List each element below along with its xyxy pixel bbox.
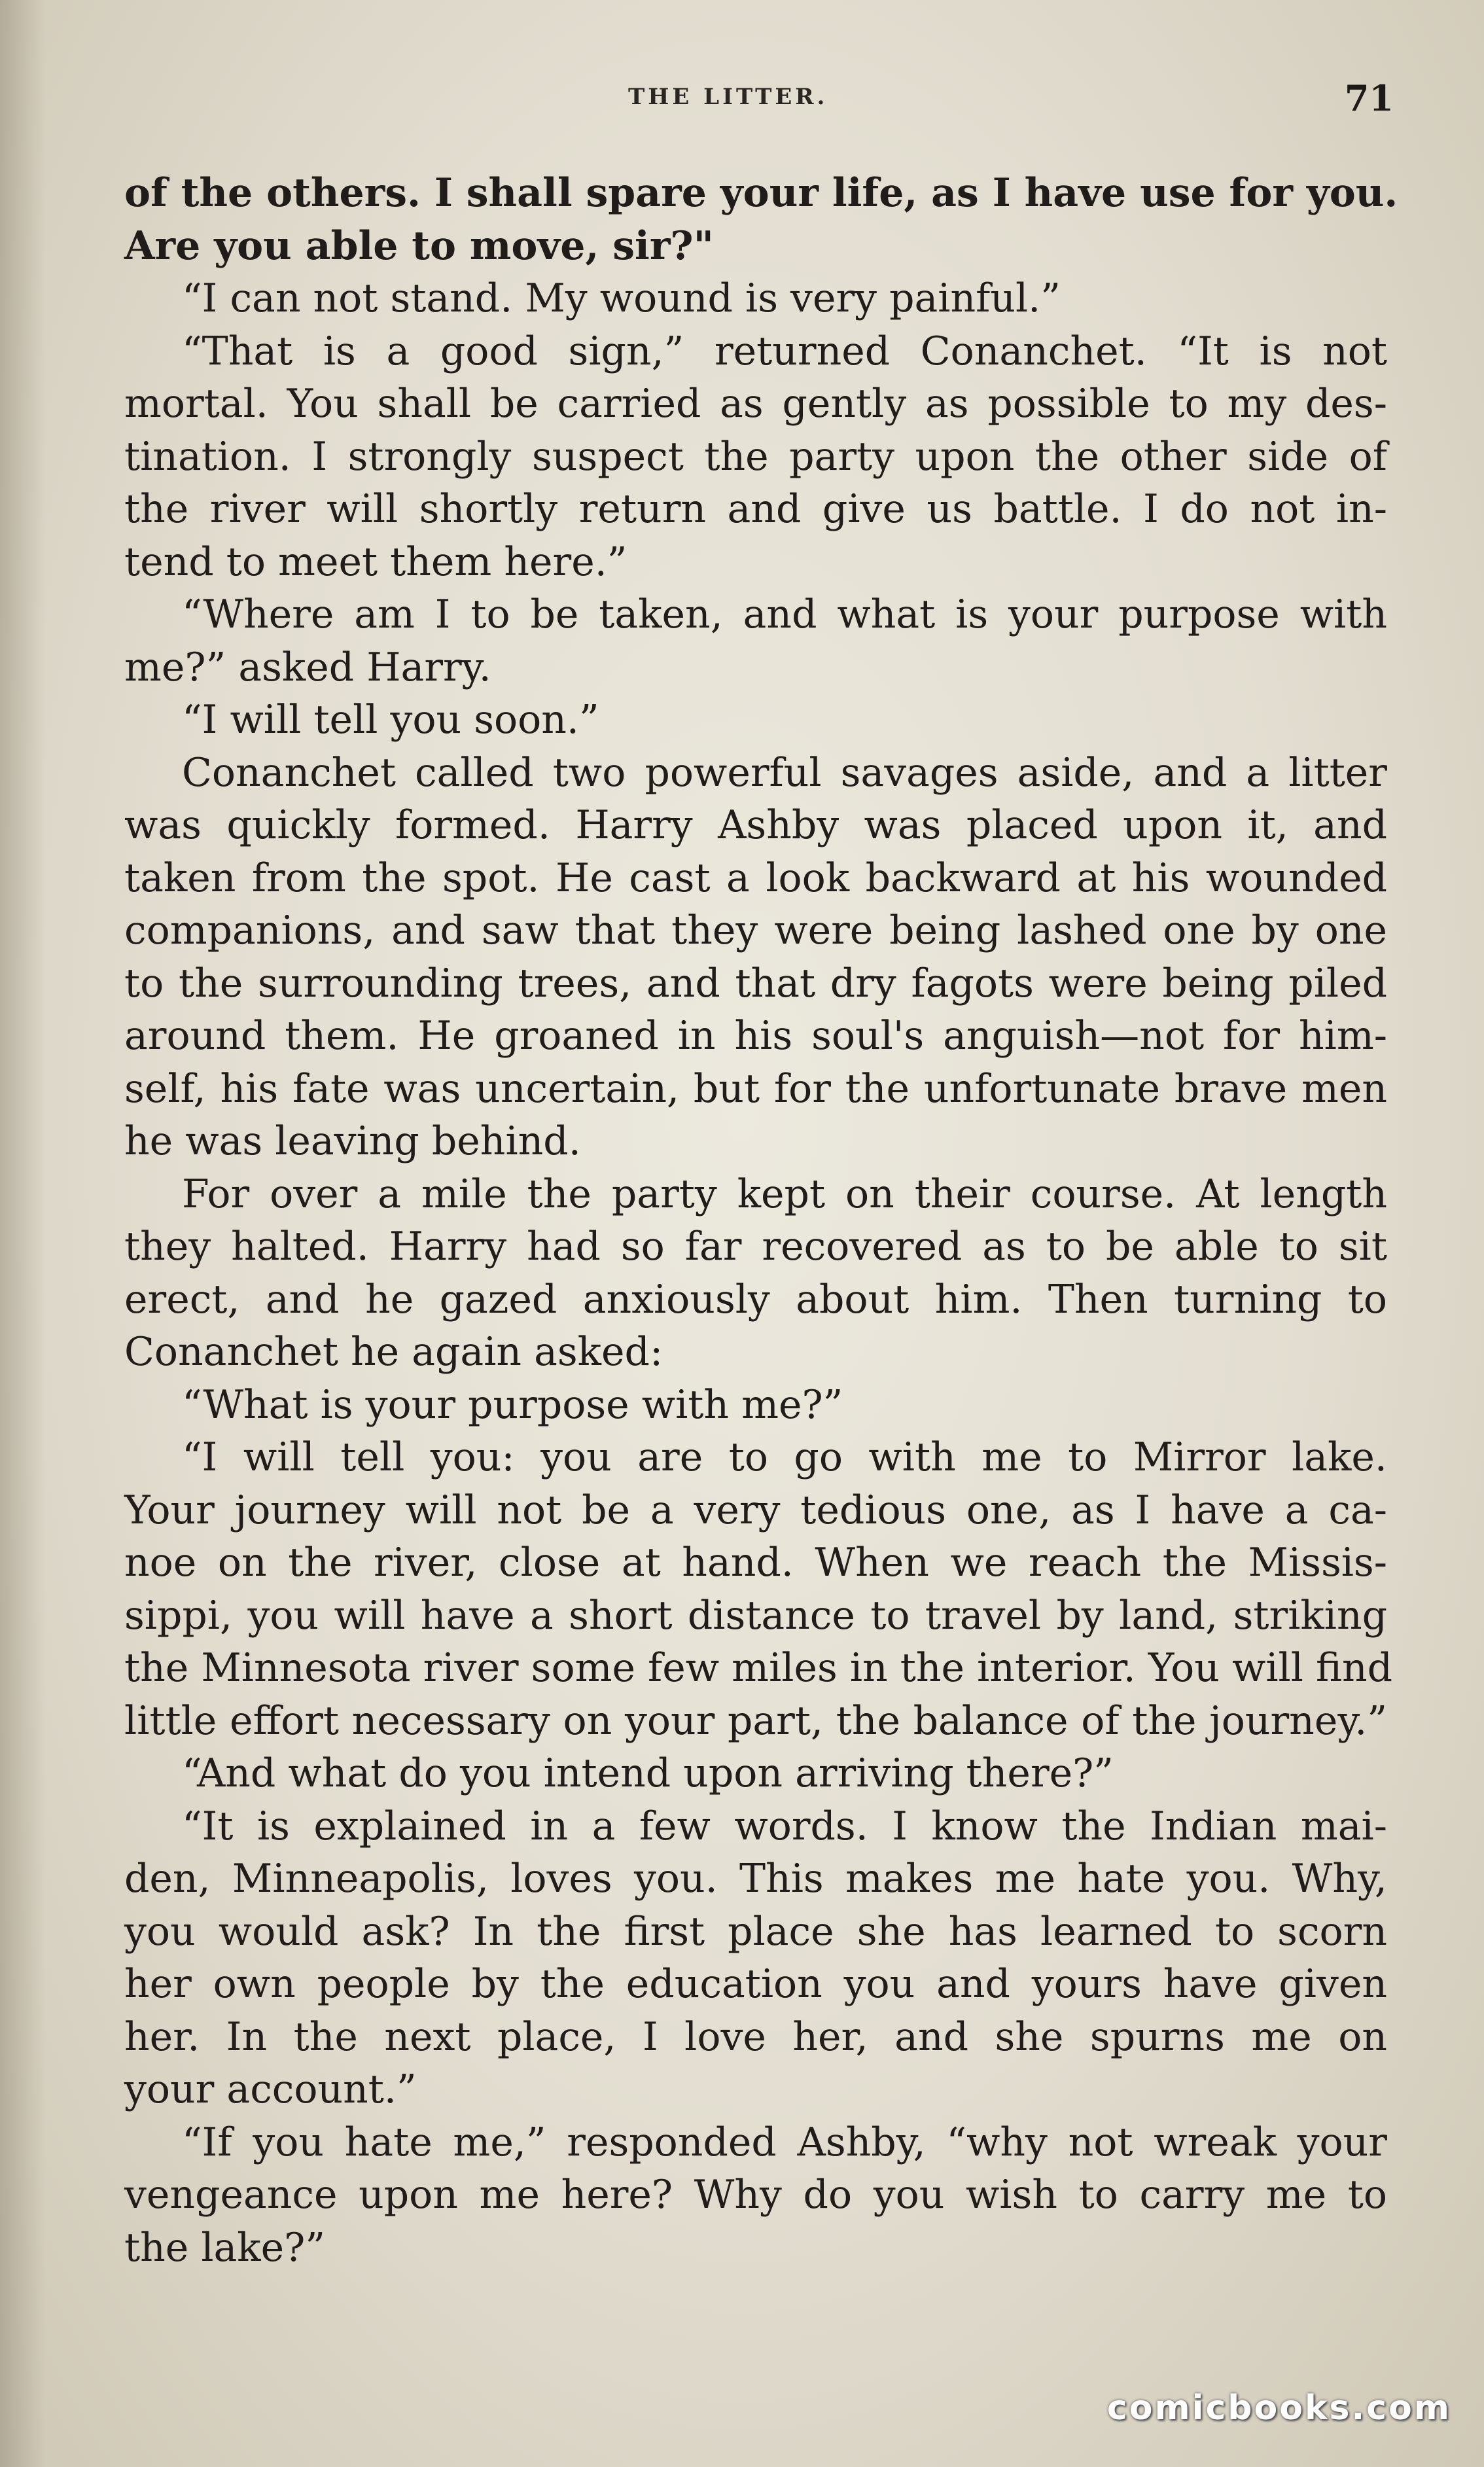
text-line: “I will tell you: you are to go with me to Mirror lake. [182, 1434, 1387, 1480]
text-line: tination. I strongly suspect the party upon the other side of [124, 433, 1387, 480]
text-line: “And what do you intend upon arriving there?” [182, 1750, 1114, 1796]
text-line: self, his fate was uncertain, but for the unfortunate brave men [124, 1065, 1387, 1112]
text-line: Conanchet he again asked: [124, 1329, 663, 1375]
text-line: “That is a good sign,” returned Conanchet. “It is not [182, 328, 1387, 374]
body-text [124, 167, 1398, 2274]
text-line: the Minnesota river some few miles in the interior. You will find [124, 1645, 1393, 1691]
text-line: mortal. You shall be carried as gently as possible to my des- [124, 381, 1387, 427]
text-line: tend to meet them here.” [124, 539, 627, 585]
text-line: around them. He groaned in his soul's anguish—not for him- [124, 1013, 1387, 1059]
running-head [0, 77, 1484, 119]
text-line: to the surrounding trees, and that dry fagots were being piled [124, 960, 1387, 1006]
text-line: “What is your purpose with me?” [182, 1381, 843, 1428]
text-line: little effort necessary on your part, the balance of the journey.” [124, 1697, 1387, 1744]
page-edge-shadow [0, 0, 46, 2467]
text-line: “I can not stand. My wound is very painful.” [182, 275, 1061, 321]
text-line: you would ask? In the first place she has learned to scorn [124, 1908, 1387, 1955]
text-line: her own people by the education you and yours have given [124, 1961, 1387, 2007]
text-line: Conanchet called two powerful savages aside, and a litter [182, 749, 1387, 796]
text-line: Are you able to move, sir?" [124, 222, 714, 269]
text-line: was quickly formed. Harry Ashby was placed upon it, and [124, 802, 1387, 848]
text-line: me?” asked Harry. [124, 644, 491, 690]
text-line: her. In the next place, I love her, and she spurns me on [124, 2014, 1387, 2060]
text-line: he was leaving behind. [124, 1118, 581, 1164]
text-line: den, Minneapolis, loves you. This makes me hate you. Why, [124, 1856, 1387, 1902]
page-number: 71 [1344, 77, 1394, 119]
text-line: of the others. I shall spare your life, as I have use for you. [124, 170, 1398, 216]
text-line: sippi, you will have a short distance to travel by land, striking [124, 1592, 1387, 1639]
text-line: “Where am I to be taken, and what is your purpose with [182, 592, 1387, 637]
running-title: THE LITTER. [628, 84, 828, 110]
text-line: the lake?” [124, 2224, 326, 2271]
text-line: taken from the spot. He cast a look backward at his wounded [124, 855, 1387, 901]
text-line: the river will shortly return and give us battle. I do not in- [124, 486, 1387, 532]
text-line: Your journey will not be a very tedious one, as I have a ca- [124, 1487, 1387, 1533]
text-line: noe on the river, close at hand. When we reach the Missis- [124, 1540, 1387, 1586]
text-line: vengeance upon me here? Why do you wish to carry me to [124, 2172, 1387, 2218]
text-line: they halted. Harry had so far recovered as to be able to sit [124, 1224, 1387, 1269]
text-line: “I will tell you soon.” [182, 697, 599, 743]
text-line: For over a mile the party kept on their course. At length [182, 1171, 1387, 1217]
site-watermark: comicbooks.com [1106, 2388, 1451, 2428]
text-line: companions, and saw that they were being lashed one by one [124, 908, 1387, 953]
text-line: “If you hate me,” responded Ashby, “why not wreak your [182, 2119, 1387, 2165]
text-line: your account.” [124, 2067, 417, 2112]
text-line: erect, and he gazed anxiously about him. Then turning to [124, 1276, 1387, 1322]
text-line: “It is explained in a few words. I know the Indian mai- [182, 1803, 1387, 1849]
